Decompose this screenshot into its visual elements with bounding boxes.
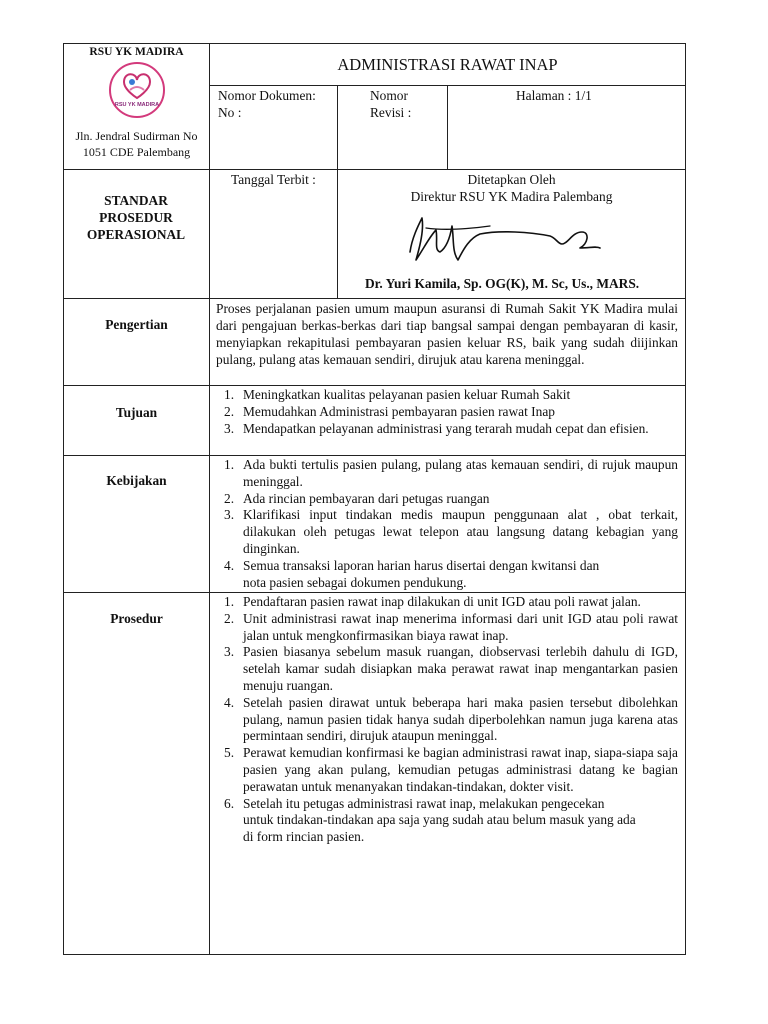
item-number: 4. bbox=[224, 557, 235, 573]
item-text: Unit administrasi rawat inap menerima informasi dari unit IGD atau poli rawat jalan untuk mengkonfirmasikan biaya rawat inap. bbox=[243, 610, 678, 643]
item-number: 1. bbox=[224, 594, 235, 609]
item-text: Mendapatkan pelayanan administrasi yang terarah mudah cepat dan efisien. bbox=[243, 420, 649, 436]
row-divider-kebijakan bbox=[63, 592, 686, 593]
nomor-divider-2 bbox=[447, 85, 448, 170]
list-item bbox=[216, 404, 678, 421]
kebijakan-list bbox=[216, 457, 678, 591]
item-number: 5. bbox=[224, 745, 235, 761]
tujuan-label: Tujuan bbox=[115, 405, 158, 420]
hospital-address: Jln. Jendral Sudirman No 1051 CDE Palembang bbox=[75, 129, 198, 159]
list-item bbox=[216, 491, 678, 508]
header-row-divider bbox=[63, 169, 686, 170]
item-text: Memudahkan Administrasi pembayaran pasien rawat Inap bbox=[243, 403, 555, 419]
item-text: Semua transaksi laporan harian harus disertai dengan kwitansi dan nota pasien sebagai dokumen pendukung. bbox=[243, 557, 600, 590]
table-border-bottom bbox=[63, 954, 686, 955]
item-number: 2. bbox=[224, 610, 235, 626]
prosedur-list bbox=[216, 594, 678, 846]
halaman-label: Halaman : 1/1 bbox=[516, 88, 592, 103]
item-text: Perawat kemudian konfirmasi ke bagian administrasi rawat inap, siapa-siapa saja pasien yang akan pulang, kemudian petugas administrasi datang ke bagian perawatan untuk menanyakan tindakan-tindakan, dokter visit. bbox=[243, 745, 678, 794]
table-border-left bbox=[63, 43, 64, 955]
tujuan-list bbox=[216, 387, 678, 437]
direktur-label: Direktur RSU YK Madira Palembang bbox=[410, 189, 613, 204]
item-number: 4. bbox=[224, 694, 235, 710]
item-text: Pendaftaran pasien rawat inap dilakukan di unit IGD atau poli rawat jalan. bbox=[243, 594, 641, 609]
item-text: Pasien biasanya sebelum masuk ruangan, diobservasi terlebih dahulu di IGD, setelah kamar sudah disiapkan maka perawat rawat inap mengantarkan pasien menuju ruangan. bbox=[243, 644, 678, 693]
sop-label: STANDAR PROSEDUR OPERASIONAL bbox=[86, 193, 186, 242]
hospital-name: RSU YK MADIRA bbox=[89, 46, 184, 58]
list-item bbox=[216, 457, 678, 491]
item-number: 2. bbox=[224, 403, 235, 419]
nomor-divider-1 bbox=[337, 85, 338, 170]
list-item bbox=[216, 644, 678, 694]
document-title: ADMINISTRASI RAWAT INAP bbox=[337, 55, 558, 74]
director-signature bbox=[400, 208, 610, 270]
item-number: 1. bbox=[224, 457, 235, 472]
column-divider bbox=[209, 43, 210, 955]
signer-name: Dr. Yuri Kamila, Sp. OG(K), M. Sc, Us., MARS. bbox=[365, 276, 640, 291]
item-text: Meningkatkan kualitas pelayanan pasien keluar Rumah Sakit bbox=[243, 387, 571, 402]
item-text: Setelah pasien dirawat untuk beberapa hari maka pasien tersebut dibolehkan pulang, namun pasien tidak hanya sudah diperbolehkan namun juga karena atas permintaan sendiri, dirujuk ataupun meninggal. bbox=[243, 694, 678, 744]
logo-text: RSU YK MADIRA bbox=[114, 102, 160, 108]
ditetapkan-oleh: Ditetapkan Oleh bbox=[467, 172, 556, 187]
pengertian-label: Pengertian bbox=[105, 317, 168, 332]
item-text: Ada bukti tertulis pasien pulang, pulang atas kemauan sendiri, di rujuk maupun meninggal. bbox=[243, 457, 678, 489]
list-item bbox=[216, 421, 678, 438]
item-text: Ada rincian pembayaran dari petugas ruangan bbox=[243, 490, 490, 506]
list-item bbox=[216, 745, 678, 795]
item-text: Setelah itu petugas administrasi rawat inap, melakukan pengecekan untuk tindakan-tindakan apa saja yang sudah atau belum masuk yang ada di form rincian pasien. bbox=[243, 795, 636, 845]
list-item bbox=[216, 594, 678, 611]
item-number: 6. bbox=[224, 795, 235, 811]
row-divider-pengertian bbox=[63, 385, 686, 386]
table-border-right bbox=[685, 43, 686, 955]
prosedur-label: Prosedur bbox=[110, 611, 163, 626]
item-number: 1. bbox=[224, 387, 235, 402]
row-divider-tujuan bbox=[63, 455, 686, 456]
kebijakan-label: Kebijakan bbox=[106, 473, 167, 488]
item-text: Klarifikasi input tindakan medis maupun penggunaan alat , obat terkait, dilakukan oleh petugas lewat telepon atau langsung datang kebagian yang dinginkan. bbox=[243, 507, 678, 556]
item-number: 2. bbox=[224, 490, 235, 506]
list-item bbox=[216, 611, 678, 645]
nomor-dokumen-label: Nomor Dokumen: No : bbox=[218, 88, 316, 120]
nomor-revisi-label: Nomor Revisi : bbox=[370, 88, 412, 120]
item-number: 3. bbox=[224, 507, 235, 523]
list-item bbox=[216, 507, 678, 557]
list-item bbox=[216, 558, 678, 592]
list-item bbox=[216, 695, 678, 745]
pengertian-text: Proses perjalanan pasien umum maupun asuransi di Rumah Sakit YK Madira mulai dari pengajuan berkas-berkas dari tiap bangsal sampai dengan pembayaran di kasir, menyiapkan rekapitulasi pembayaran pasien keluar RS, baik yang sudah diijinkan pulang, pulang atas kemauan sendiri, dirujuk atau karena meninggal. bbox=[216, 301, 678, 367]
tanggal-terbit-label: Tanggal Terbit : bbox=[231, 172, 316, 187]
list-item bbox=[216, 387, 678, 404]
item-number: 3. bbox=[224, 644, 235, 660]
item-number: 3. bbox=[224, 420, 235, 436]
row-divider-sop bbox=[63, 298, 686, 299]
list-item bbox=[216, 796, 678, 846]
hospital-logo bbox=[100, 60, 174, 120]
